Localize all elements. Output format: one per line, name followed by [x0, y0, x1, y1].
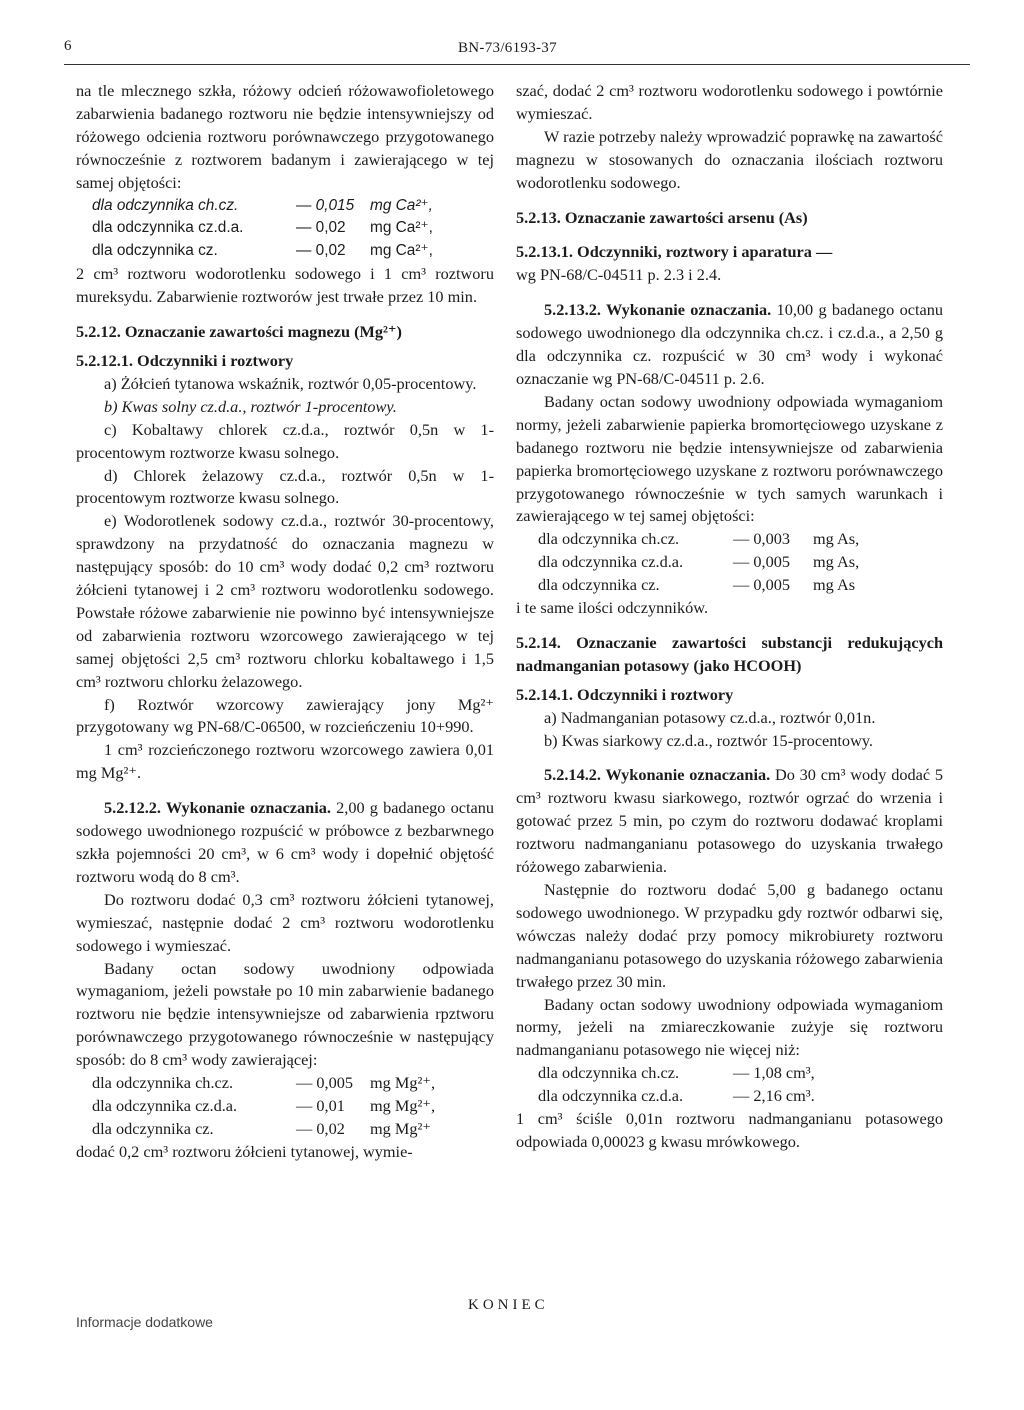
paragraph-text: Do 30 cm³ wody dodać 5 cm³ roztworu kwasu siarkowego, roztwór ogrzać do wrzenia i gotować przez 5 min, po czym do roztworu dodawać kroplami roztworu nadmanganianu potasowego do uzyskania trwałego różowego zabarwienia. — [516, 765, 943, 877]
section-heading-5-2-13-1: 5.2.13.1. Odczynniki, roztwory i aparatura — — [516, 242, 833, 262]
paragraph — [516, 764, 943, 879]
ca-row-1 — [76, 195, 494, 218]
ca-row-3 — [76, 240, 494, 263]
limit-unit: mg Mg²⁺, — [370, 1073, 436, 1093]
reagent-label: dla odczynnika cz. — [92, 242, 218, 260]
limit-value: — 0,003 — [733, 529, 790, 549]
paragraph: Do roztworu dodać 0,3 cm³ roztworu żółcieni tytanowej, wymieszać, następnie dodać 2 cm³ roztworu wodorotlenku sodowego i wymieszać. — [76, 889, 494, 955]
limit-unit: mg Mg²⁺, — [370, 1095, 436, 1115]
paragraph: Badany octan sodowy uwodniony odpowiada wymaganiom, jeżeli powstałe po 10 min zabarwienie badanego roztworu nie będzie intensywniejsze od zabarwienia rpztworu porównawczego przygotowanego równocześnie w następujący sposób: do 8 cm³ wody zawierającej: — [76, 958, 494, 1070]
list-item: c) Kobaltawy chlorek cz.d.a., roztwór 0,5n w 1-procentowym roztworze kwasu solnego. — [76, 419, 494, 462]
paragraph: wg PN-68/C-04511 p. 2.3 i 2.4. — [516, 265, 722, 285]
section-heading-5-2-13-2: 5.2.13.2. Wykonanie oznaczania. — [544, 300, 772, 320]
paragraph: Badany octan sodowy uwodniony odpowiada wymaganiom normy, jeżeli na zmiareczkowanie zużyje się roztworu nadmanganianu potasowego nie więcej niż: — [516, 994, 943, 1060]
paragraph-text: 10,00 g badanego octanu sodowego uwodnionego dla odczynnika ch.cz. i cz.d.a., a 2,50 g dla odczynnika cz. rozpuścić w 30 cm³ wody i wykonać oznaczanie wg PN-68/C-04511 p. 2.6. — [516, 300, 943, 388]
reagent-label: dla odczynnika cz.d.a. — [538, 1086, 684, 1106]
section-heading-5-2-14: 5.2.14. Oznaczanie zawartości substancji redukujących nadmanganian potasowy (jako HCOOH) — [516, 632, 943, 675]
paragraph: dodać 0,2 cm³ roztworu żółcieni tytanowej, wymie- — [76, 1141, 413, 1161]
paragraph: W razie potrzeby należy wprowadzić poprawkę na zawartość magnezu w stosowanych do oznaczania ilościach roztworu wodorotlenku sodowego. — [516, 126, 943, 192]
reagent-label: dla odczynnika ch.cz. — [92, 1073, 234, 1093]
limit-value: — 2,16 cm³. — [733, 1086, 815, 1106]
reagent-label: dla odczynnika cz. — [92, 1118, 214, 1138]
limit-unit: mg Ca²⁺, — [370, 242, 433, 260]
reagent-label: dla odczynnika cz.d.a. — [92, 1095, 238, 1115]
limit-unit: mg Ca²⁺, — [370, 219, 433, 237]
limit-value: — 0,005 — [296, 1073, 353, 1093]
limit-unit: mg Ca²⁺, — [370, 196, 433, 214]
limit-value: — 1,08 cm³, — [733, 1063, 815, 1083]
paragraph: i te same ilości odczynników. — [516, 598, 709, 618]
as-row-1 — [516, 528, 943, 551]
end-marker: KONIEC — [468, 1297, 549, 1313]
paragraph: Następnie do roztworu dodać 5,00 g badanego octanu sodowego uwodnionego. W przypadku gdy roztwór odbarwi się, wówczas należy dodać przy pomocy mikrobiurety roztworu nadmanganianu potasowego do uzyskania różowego zabarwienia trwałego przez 30 min. — [516, 880, 943, 991]
section-heading-5-2-12: 5.2.12. Oznaczanie zawartości magnezu (Mg²⁺) — [76, 322, 402, 342]
paragraph — [516, 299, 943, 391]
list-item: a) Nadmanganian potasowy cz.d.a., roztwór 0,01n. — [544, 707, 876, 727]
mg-row-2 — [76, 1095, 494, 1118]
paragraph-text: 2,00 g badanego octanu sodowego uwodnionego rozpuścić w próbowce z bezbarwnego szkła pojemności 20 cm³, w 6 cm³ wody i dopełnić objętość roztworu wodą do 8 cm³. — [76, 798, 494, 886]
reagent-label: dla odczynnika ch.cz. — [538, 529, 680, 549]
section-heading-5-2-14-1: 5.2.14.1. Odczynniki i roztwory — [516, 684, 734, 704]
paragraph: 2 cm³ roztworu wodorotlenku sodowego i 1 cm³ roztworu mureksydu. Zabarwienie roztworów jest trwałe przez 10 min. — [76, 264, 494, 307]
limit-unit: mg Mg²⁺ — [370, 1118, 431, 1138]
paragraph: 1 cm³ ściśle 0,01n roztworu nadmanganianu potasowego odpowiada 0,00023 g kwasu mrówkowego. — [516, 1109, 943, 1151]
reagent-label: dla odczynnika cz. — [538, 575, 660, 595]
page-number: 6 — [64, 38, 72, 54]
section-heading-5-2-13: 5.2.13. Oznaczanie zawartości arsenu (As) — [516, 207, 808, 227]
reagent-label: dla odczynnika ch.cz. — [538, 1063, 680, 1083]
limit-value: — 0,01 — [296, 1095, 345, 1115]
header-rule — [64, 64, 970, 65]
list-item: a) Żółcień tytanowa wskaźnik, roztwór 0,05-procentowy. — [104, 373, 477, 393]
limit-unit: mg As — [813, 575, 856, 595]
mg-row-1 — [76, 1072, 494, 1095]
limit-unit: mg As, — [813, 552, 860, 572]
as-row-2 — [516, 551, 943, 574]
reagent-label: dla odczynnika ch.cz. — [92, 196, 239, 214]
document-code: BN-73/6193-37 — [458, 40, 557, 56]
limit-value: — 0,005 — [733, 575, 790, 595]
paragraph — [76, 797, 494, 889]
limit-value: — 0,02 — [296, 242, 346, 260]
kmno4-row-2 — [516, 1085, 943, 1108]
right-column — [516, 80, 943, 1154]
left-column — [76, 80, 494, 1164]
as-row-3 — [516, 574, 943, 597]
list-item: f) Roztwór wzorcowy zawierający jony Mg²⁺ przygotowany wg PN-68/C-06500, w rozcieńczeniu 10+990. — [76, 694, 494, 737]
paragraph: 1 cm³ rozcieńczonego roztworu wzorcowego zawiera 0,01 mg Mg²⁺. — [76, 740, 494, 783]
limit-value: — 0,02 — [296, 219, 346, 237]
limit-value: — 0,015 — [296, 196, 355, 214]
limit-unit: mg As, — [813, 529, 860, 549]
reagent-label: dla odczynnika cz.d.a. — [92, 219, 244, 237]
paragraph: na tle mlecznego szkła, różowy odcień różowawofioletowego zabarwienia badanego roztworu nie będzie intensywniejszy od różowego odcienia roztworu porównawczego przygotowanego równocześnie z roztworem badanym i zawierającego w tej samej objętości: — [76, 81, 494, 192]
section-heading-5-2-12-2: 5.2.12.2. Wykonanie oznaczania. — [104, 798, 331, 818]
paragraph: szać, dodać 2 cm³ roztworu wodorotlenku sodowego i powtórnie wymieszać. — [516, 81, 943, 123]
list-item: b) Kwas siarkowy cz.d.a., roztwór 15-procentowy. — [544, 730, 873, 750]
list-item: b) Kwas solny cz.d.a., roztwór 1-procentowy. — [104, 396, 397, 416]
section-heading-5-2-14-2: 5.2.14.2. Wykonanie oznaczania. — [544, 765, 771, 785]
kmno4-row-1 — [516, 1062, 943, 1085]
ca-row-2 — [76, 217, 494, 240]
footer-note: Informacje dodatkowe — [76, 1314, 213, 1330]
reagent-label: dla odczynnika cz.d.a. — [538, 552, 684, 572]
limit-value: — 0,02 — [296, 1118, 345, 1138]
limit-value: — 0,005 — [733, 552, 790, 572]
paragraph: Badany octan sodowy uwodniony odpowiada wymaganiom normy, jeżeli zabarwienie papierka bromortęciowego uzyskane z badanego roztworu nie będzie intensywniejsze od zabarwienia papierka bromortęciowego uzyskane z roztworu porównawczego przygotowanego równocześnie w tych samych warunkach i zawierającego w tej samej objętości: — [516, 391, 943, 526]
list-item: d) Chlorek żelazowy cz.d.a., roztwór 0,5n w 1-procentowym roztworze kwasu solnego. — [76, 465, 494, 508]
mg-row-3 — [76, 1118, 494, 1141]
list-item: e) Wodorotlenek sodowy cz.d.a., roztwór 30-procentowy, sprawdzony na przydatność do oznaczania magnezu w następujący sposób: do 10 cm³ wody dodać 0,2 cm³ roztworu żółcieni tytanowej i 2 cm³ roztworu wodorotlenku sodowego. Powstałe różowe zabarwienie nie powinno być intensywniejsze od zabarwienia roztworu wzorcowego zawierającego w tej samej objętości 2,5 cm³ roztworu chlorku kobaltawego i 1,5 cm³ roztworu chlorku żelazowego. — [76, 511, 494, 691]
section-heading-5-2-12-1: 5.2.12.1. Odczynniki i roztwory — [76, 350, 294, 370]
